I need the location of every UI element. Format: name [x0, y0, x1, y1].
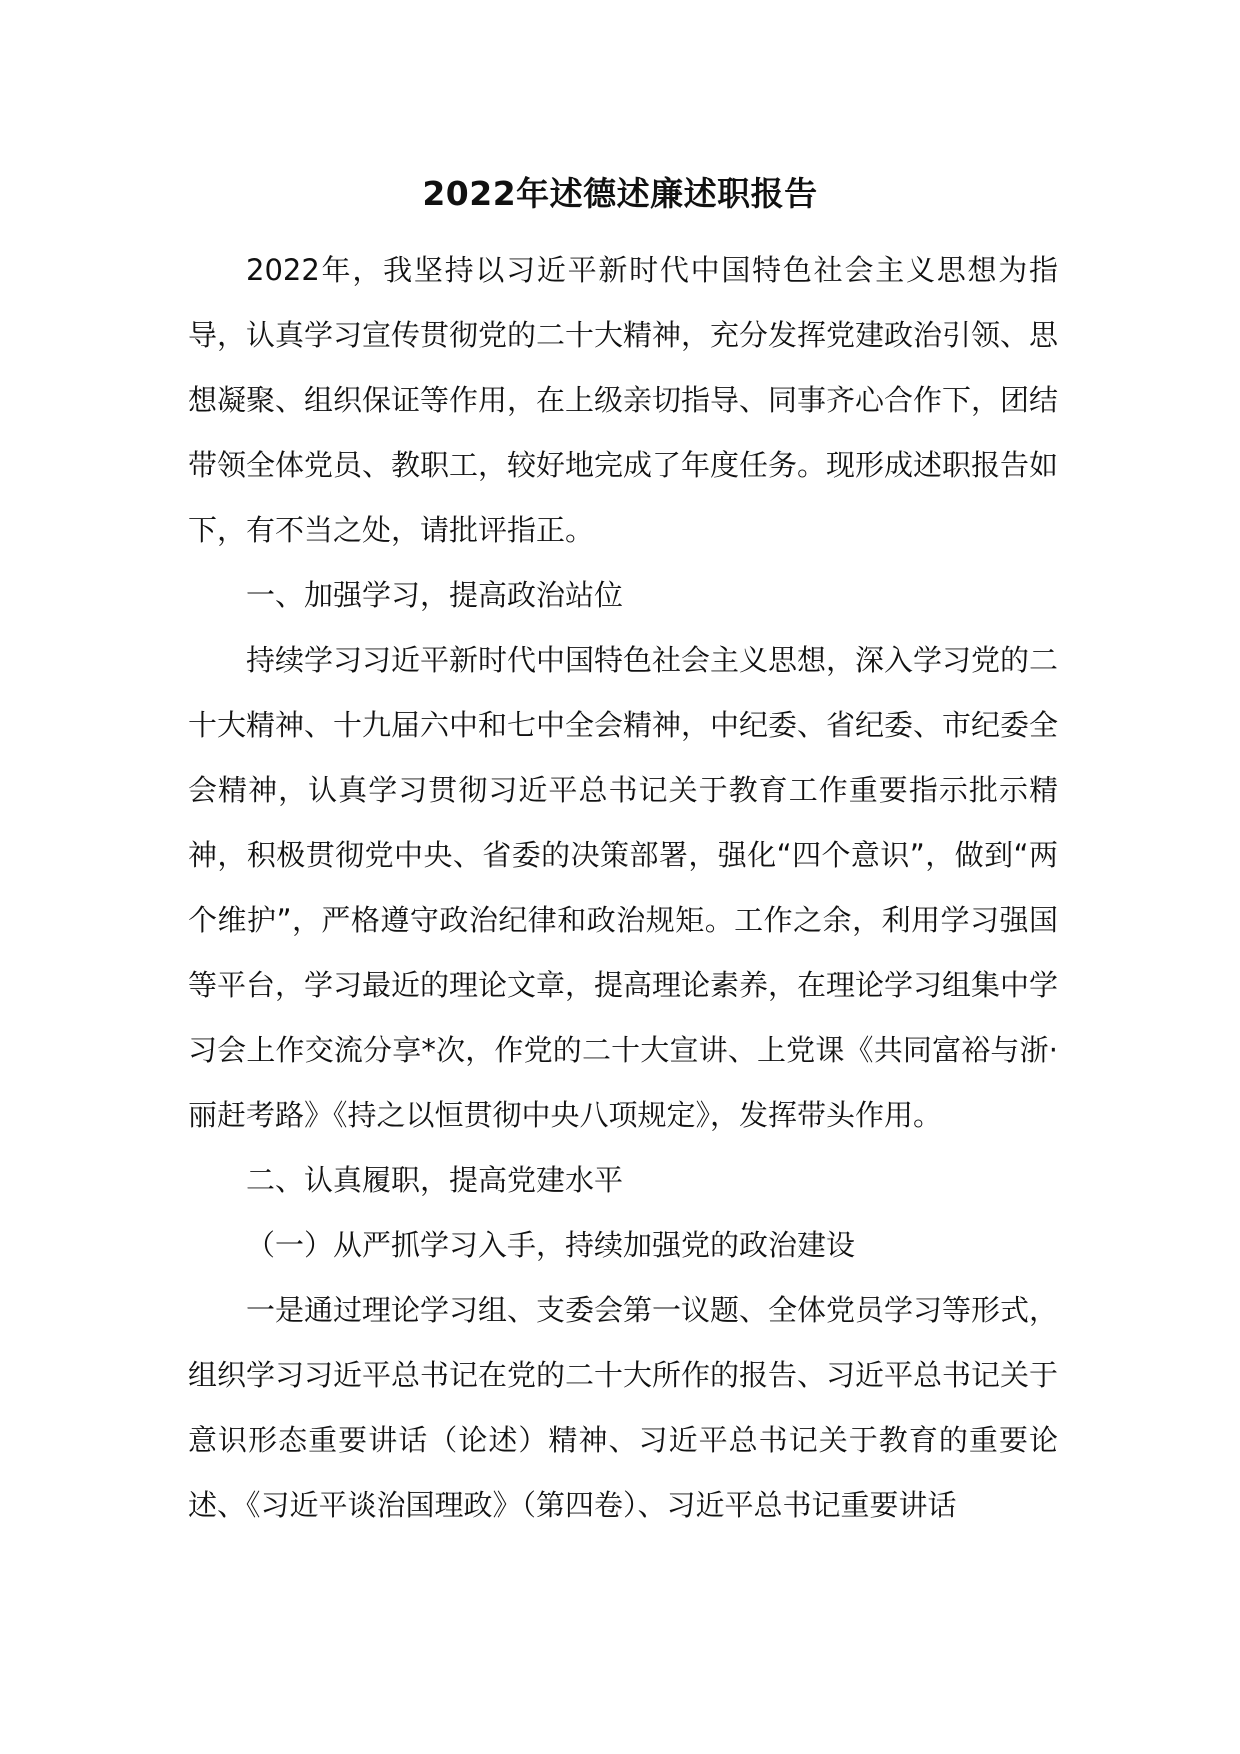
section-heading-2: 二、认真履职，提高党建水平 — [246, 1163, 624, 1197]
document-title: 2022年述德述廉述职报告 — [422, 174, 818, 213]
paragraph-study: 持续学习习近平新时代中国特色社会主义思想，深入学习党的二十大精神、十九届六中和七中全会精神，中纪委、省纪委、市纪委全会精神，认真学习贯彻习近平总书记关于教育工作重要指示批示精神，积极贯彻党中央、省委的决策部署，强化“四个意识”，做到“两个维护”，严格遵守政治纪律和政治规矩。工作之余，利用学习强国等平台，学习最近的理论文章，提高理论素养，在理论学习组集中学习会上作交流分享*次，作党的二十大宣讲、上党课《共同富裕与浙·丽赶考路》《持之以恒贯彻中央八项规定》，发挥带头作用。 — [188, 643, 1059, 1132]
paragraph-first-measure: 一是通过理论学习组、支委会第一议题、全体党员学习等形式，组织学习习近平总书记在党的二十大所作的报告、习近平总书记关于意识形态重要讲话（论述）精神、习近平总书记关于教育的重要论述、《习近平谈治国理政》（第四卷）、习近平总书记重要讲话 — [188, 1293, 1059, 1522]
section-heading-1: 一、加强学习，提高政治站位 — [246, 578, 624, 612]
subsection-heading-1: （一）从严抓学习入手，持续加强党的政治建设 — [246, 1228, 856, 1262]
paragraph-intro: 2022年，我坚持以习近平新时代中国特色社会主义思想为指导，认真学习宣传贯彻党的二十大精神，充分发挥党建政治引领、思想凝聚、组织保证等作用，在上级亲切指导、同事齐心合作下，团结带领全体党员、教职工，较好地完成了年度任务。现形成述职报告如下，有不当之处，请批评指正。 — [188, 253, 1059, 547]
document-body — [188, 238, 1058, 1538]
